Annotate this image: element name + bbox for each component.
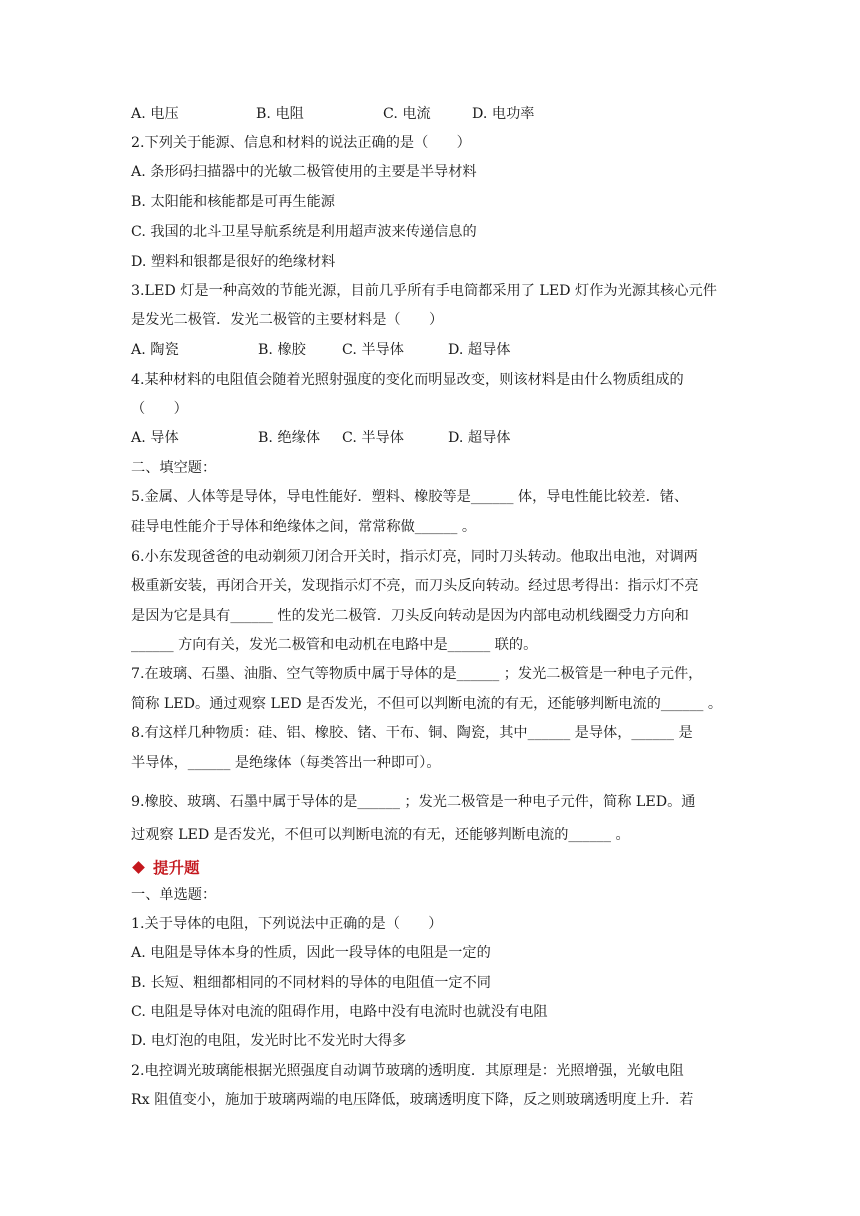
q9-line1: 9.橡胶、玻璃、石墨中属于导体的是______ ；发光二极管是一种电子元件，简称 LED。通 xyxy=(131,794,696,810)
q8-line2: 半导体，______ 是绝缘体（每类答出一种即可）。 xyxy=(131,755,441,771)
q2-stem: 2.下列关于能源、信息和材料的说法正确的是（ ） xyxy=(131,135,471,151)
diamond-bullet-icon xyxy=(132,861,145,874)
q6-line3: 是因为它是具有______ 性的发光二极管．刀头反向转动是因为内部电动机线圈受力方向和 xyxy=(131,608,689,624)
q3-option-c: C. 半导体 xyxy=(342,342,404,358)
q4-option-b: B. 绝缘体 xyxy=(258,430,321,446)
q9-line2: 过观察 LED 是否发光，不但可以判断电流的有无，还能够判断电流的______ 。 xyxy=(131,827,630,843)
advanced-section-title: 提升题 xyxy=(153,859,200,877)
adv-q1-option-a: A. 电阻是导体本身的性质，因此一段导体的电阻是一定的 xyxy=(131,945,491,961)
adv-q1-option-b: B. 长短、粗细都相同的不同材料的导体的电阻值一定不同 xyxy=(131,975,491,991)
q1-option-a: A. 电压 xyxy=(131,106,179,122)
adv-q1-option-c: C. 电阻是导体对电流的阻碍作用，电路中没有电流时也就没有电阻 xyxy=(131,1004,548,1020)
q6-line4: ______ 方向有关，发光二极管和电动机在电路中是______ 联的。 xyxy=(131,637,538,653)
q4-stem-line2: （ ） xyxy=(131,401,188,417)
adv-q2-line2: Rx 阻值变小，施加于玻璃两端的电压降低，玻璃透明度下降，反之则玻璃透明度上升．若 xyxy=(131,1092,694,1108)
q8-line1: 8.有这样几种物质：硅、铝、橡胶、锗、干布、铜、陶瓷，其中______ 是导体，______ 是 xyxy=(131,725,693,741)
q6-line1: 6.小东发现爸爸的电动剃须刀闭合开关时，指示灯亮，同时刀头转动。他取出电池，对调两 xyxy=(131,549,698,565)
q2-option-a: A. 条形码扫描器中的光敏二极管使用的主要是半导材料 xyxy=(131,164,477,180)
q3-stem-line1: 3.LED 灯是一种高效的节能光源，目前几乎所有手电筒都采用了 LED 灯作为光源其核心元件 xyxy=(131,283,717,299)
q2-option-c: C. 我国的北斗卫星导航系统是利用超声波来传递信息的 xyxy=(131,224,477,240)
q5-line1: 5.金属、人体等是导体，导电性能好．塑料、橡胶等是______ 体，导电性能比较差．锗、 xyxy=(131,489,689,505)
q4-options xyxy=(131,428,741,448)
adv-q1-option-d: D. 电灯泡的电阻，发光时比不发光时大得多 xyxy=(131,1033,407,1049)
q1-options xyxy=(131,104,741,124)
q2-option-b: B. 太阳能和核能都是可再生能源 xyxy=(131,194,335,210)
adv-q1-stem: 1.关于导体的电阻，下列说法中正确的是（ ） xyxy=(131,916,443,932)
q1-option-d: D. 电功率 xyxy=(472,106,535,122)
single-choice-section-title: 一、单选题： xyxy=(131,887,217,903)
q5-line2: 硅导电性能介于导体和绝缘体之间，常常称做______ 。 xyxy=(131,519,477,535)
q1-option-c: C. 电流 xyxy=(383,106,431,122)
q4-option-a: A. 导体 xyxy=(131,430,179,446)
q4-stem-line1: 4.某种材料的电阻值会随着光照射强度的变化而明显改变，则该材料是由什么物质组成的 xyxy=(131,372,684,388)
advanced-section-heading xyxy=(131,856,200,878)
q7-line1: 7.在玻璃、石墨、油脂、空气等物质中属于导体的是______ ；发光二极管是一种电子元件， xyxy=(131,666,703,682)
q4-option-c: C. 半导体 xyxy=(342,430,404,446)
adv-q2-line1: 2.电控调光玻璃能根据光照强度自动调节玻璃的透明度．其原理是：光照增强，光敏电阻 xyxy=(131,1063,684,1079)
q2-option-d: D. 塑料和银都是很好的绝缘材料 xyxy=(131,254,336,270)
q4-option-d: D. 超导体 xyxy=(448,430,511,446)
q3-options xyxy=(131,340,741,360)
q1-option-b: B. 电阻 xyxy=(256,106,304,122)
q7-line2: 简称 LED。通过观察 LED 是否发光，不但可以判断电流的有无，还能够判断电流的______ 。 xyxy=(131,696,723,712)
q3-option-d: D. 超导体 xyxy=(448,342,511,358)
q3-option-a: A. 陶瓷 xyxy=(131,342,179,358)
fill-in-section-title: 二、填空题： xyxy=(131,460,217,476)
q3-option-b: B. 橡胶 xyxy=(258,342,306,358)
q6-line2: 极重新安装，再闭合开关，发现指示灯不亮，而刀头反向转动。经过思考得出：指示灯不亮 xyxy=(131,578,699,594)
q3-stem-line2: 是发光二极管．发光二极管的主要材料是（ ） xyxy=(131,312,444,328)
